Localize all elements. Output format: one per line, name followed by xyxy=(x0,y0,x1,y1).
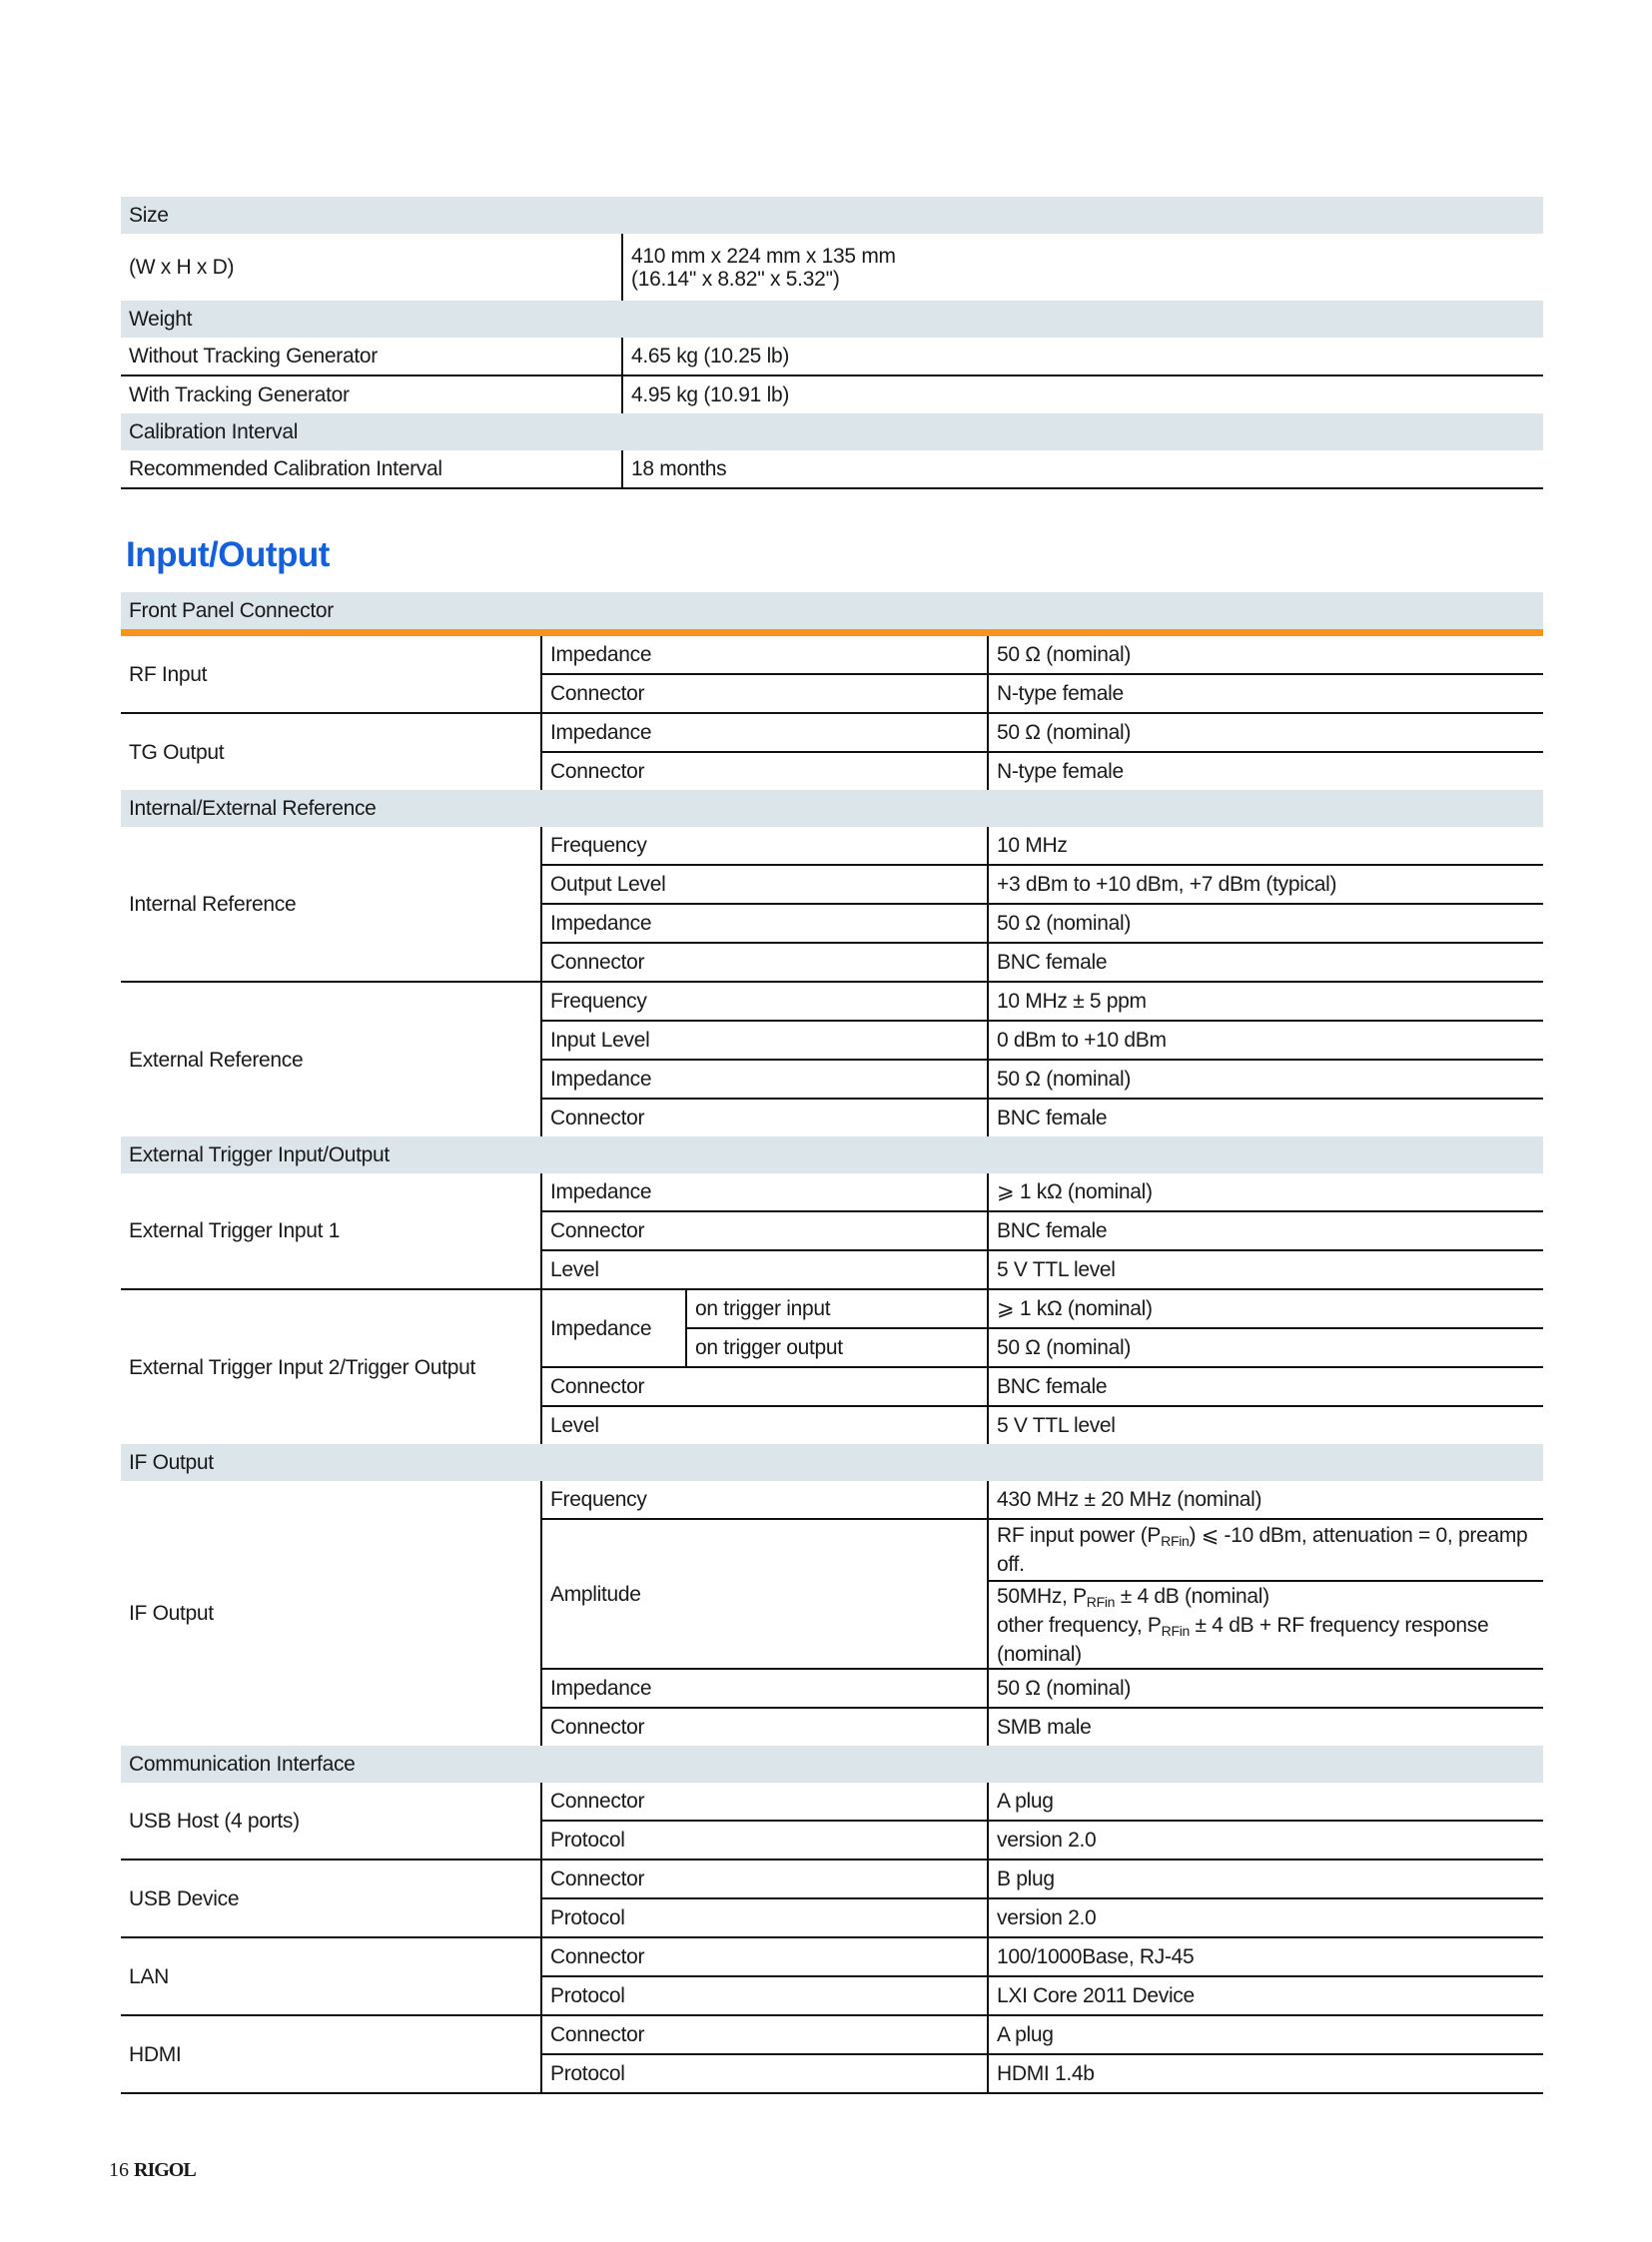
io-spec-table xyxy=(121,592,1543,2094)
spec-value: BNC female xyxy=(988,943,1543,982)
spec-value: RF input power $(P_{RFin})$ ⩽ -10 dBm, attenuation = 0, preamp off. xyxy=(988,1519,1543,1581)
spec-label: Output Level xyxy=(541,865,988,904)
spec-label: Connector xyxy=(541,2015,988,2054)
spec-value: 50 Ω (nominal) xyxy=(988,904,1543,943)
spec-label: Connector xyxy=(541,1783,988,1821)
spec-label: Protocol xyxy=(541,2054,988,2093)
spec-label: Frequency xyxy=(541,827,988,865)
spec-group-label: USB Device xyxy=(121,1860,541,1937)
spec-label: Connector xyxy=(541,1099,988,1136)
spec-label: Protocol xyxy=(541,1898,988,1937)
spec-label: Impedance xyxy=(541,904,988,943)
spec-label: (W x H x D) xyxy=(129,256,235,279)
section-header: Size xyxy=(121,197,1543,234)
spec-value: HDMI 1.4b xyxy=(988,2054,1543,2093)
spec-label: Frequency xyxy=(541,1481,988,1519)
spec-group-label: Internal Reference xyxy=(121,827,541,982)
spec-value: +3 dBm to +10 dBm, +7 dBm (typical) xyxy=(988,865,1543,904)
spec-sublabel: on trigger output xyxy=(686,1328,988,1367)
spec-value: 0 dBm to +10 dBm xyxy=(988,1021,1543,1060)
spec-value: version 2.0 xyxy=(988,1821,1543,1860)
spec-value: 4.65 kg (10.25 lb) xyxy=(622,338,1543,375)
spec-value: A plug xyxy=(988,1783,1543,1821)
spec-value: 10 MHz xyxy=(988,827,1543,865)
spec-group-label: LAN xyxy=(121,1937,541,2015)
section-header: Calibration Interval xyxy=(121,413,1543,450)
spec-group-label: HDMI xyxy=(121,2015,541,2093)
spec-value: N-type female xyxy=(988,674,1543,713)
spec-group-label: RF Input xyxy=(121,633,541,714)
spec-label: Impedance xyxy=(541,1173,988,1211)
spec-value: BNC female xyxy=(988,1099,1543,1136)
spec-label: Level xyxy=(541,1250,988,1289)
spec-label: Protocol xyxy=(541,1976,988,2015)
spec-label: Input Level xyxy=(541,1021,988,1060)
spec-value: 100/1000Base, RJ-45 xyxy=(988,1937,1543,1976)
spec-value: 4.95 kg (10.91 lb) xyxy=(622,375,1543,413)
spec-label: Connector xyxy=(541,1708,988,1746)
spec-label: Connector xyxy=(541,1367,988,1406)
brand-logo: RIGOL xyxy=(134,2159,196,2181)
spec-label: Connector xyxy=(541,943,988,982)
spec-value: 50 Ω (nominal) xyxy=(988,713,1543,752)
spec-label: Impedance xyxy=(541,633,988,675)
spec-label: Impedance xyxy=(541,713,988,752)
spec-value: BNC female xyxy=(988,1367,1543,1406)
spec-label: Impedance xyxy=(541,1289,686,1367)
spec-label: Protocol xyxy=(541,1821,988,1860)
spec-sublabel: on trigger input xyxy=(686,1289,988,1328)
spec-group-label: External Reference xyxy=(129,1048,304,1072)
spec-label: Impedance xyxy=(541,1669,988,1708)
spec-label: With Tracking Generator xyxy=(129,383,350,406)
spec-label: Frequency xyxy=(541,982,988,1021)
spec-label: Recommended Calibration Interval xyxy=(121,450,622,488)
spec-group-label: External Trigger Input 1 xyxy=(121,1173,541,1289)
spec-label: Level xyxy=(541,1406,988,1444)
section-header: Weight xyxy=(121,301,1543,338)
page-number: 16 xyxy=(109,2159,129,2181)
spec-value: 5 V TTL level xyxy=(988,1406,1543,1444)
spec-value: A plug xyxy=(988,2015,1543,2054)
spec-value: ⩾ 1 kΩ (nominal) xyxy=(988,1173,1543,1211)
spec-value: SMB male xyxy=(988,1708,1543,1746)
spec-value: 50MHz, $P_{RFin} \pm 4$ dB (nominal) other frequency, $P_{RFin} \pm 4$ dB + RF frequency response (nominal) xyxy=(988,1581,1543,1669)
spec-group-label: External Trigger Input 2/Trigger Output xyxy=(129,1355,476,1379)
section-header: Internal/External Reference xyxy=(121,790,1543,827)
section-header: External Trigger Input/Output xyxy=(121,1136,1543,1173)
general-spec-table xyxy=(121,197,1543,489)
section-header: IF Output xyxy=(121,1444,1543,1481)
spec-label: Impedance xyxy=(541,1060,988,1099)
spec-value: 10 MHz ± 5 ppm xyxy=(988,982,1543,1021)
spec-label: Connector xyxy=(541,752,988,790)
page-footer xyxy=(109,2159,196,2182)
spec-group-label: TG Output xyxy=(129,740,225,764)
spec-value: B plug xyxy=(988,1860,1543,1898)
spec-label: Without Tracking Generator xyxy=(121,338,622,375)
spec-value: 50 Ω (nominal) xyxy=(988,1669,1543,1708)
section-header: Front Panel Connector xyxy=(121,592,1543,633)
spec-group-label: USB Host (4 ports) xyxy=(121,1783,541,1860)
spec-value: ⩾ 1 kΩ (nominal) xyxy=(988,1289,1543,1328)
spec-value: 18 months xyxy=(622,450,1543,488)
spec-value: 50 Ω (nominal) xyxy=(988,633,1543,675)
spec-value: 50 Ω (nominal) xyxy=(988,1328,1543,1367)
spec-value: BNC female xyxy=(988,1211,1543,1250)
spec-label: Amplitude xyxy=(541,1519,988,1669)
spec-value: 5 V TTL level xyxy=(988,1250,1543,1289)
spec-value: N-type female xyxy=(988,752,1543,790)
spec-label: Connector xyxy=(541,674,988,713)
section-title: Input/Output xyxy=(126,535,330,574)
spec-value: 430 MHz ± 20 MHz (nominal) xyxy=(988,1481,1543,1519)
spec-label: Connector xyxy=(541,1860,988,1898)
section-header: Communication Interface xyxy=(121,1746,1543,1783)
spec-label: Connector xyxy=(541,1937,988,1976)
spec-label: Connector xyxy=(541,1211,988,1250)
spec-value: version 2.0 xyxy=(988,1898,1543,1937)
spec-value: LXI Core 2011 Device xyxy=(988,1976,1543,2015)
spec-value: 410 mm x 224 mm x 135 mm (16.14'' x 8.82'' x 5.32'') xyxy=(622,234,1543,301)
spec-value: 50 Ω (nominal) xyxy=(988,1060,1543,1099)
spec-group-label: IF Output xyxy=(129,1602,214,1625)
